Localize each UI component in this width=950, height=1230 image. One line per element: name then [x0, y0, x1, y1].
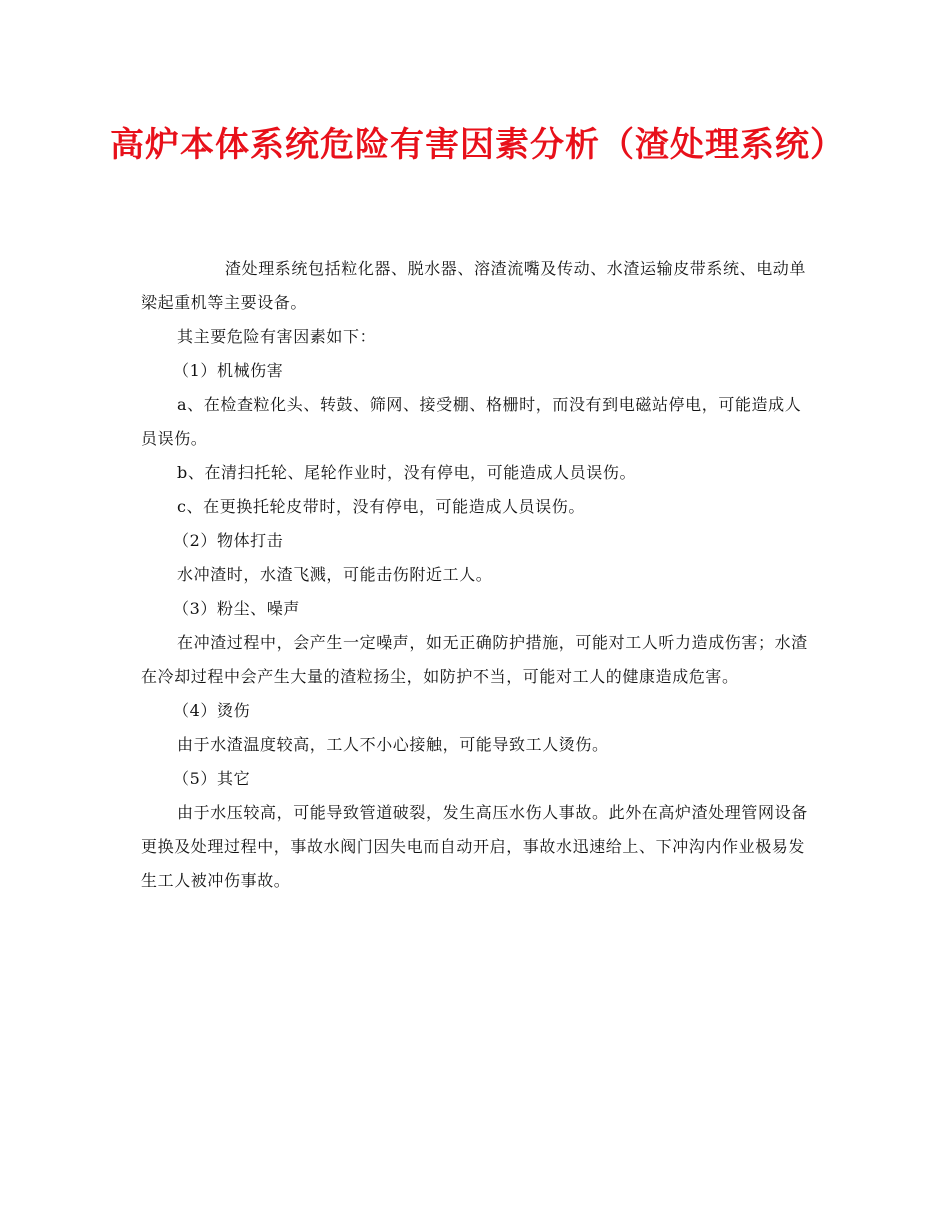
heading-object-strike: （2）物体打击: [173, 531, 284, 550]
paragraph-hazards-lead: 其主要危险有害因素如下：: [177, 327, 377, 346]
paragraph-item-a: a、在检查粒化头、转鼓、筛网、接受棚、格栅时，而没有到电磁站停电，可能造成人员误伤。: [141, 395, 802, 448]
paragraph-intro: 渣处理系统包括粒化器、脱水器、溶渣流嘴及传动、水渣运输皮带系统、电动单梁起重机等主要设备。: [141, 259, 807, 312]
paragraph-item-b: b、在清扫托轮、尾轮作业时，没有停电，可能造成人员误伤。: [177, 463, 637, 482]
paragraph-other: 由于水压较高，可能导致管道破裂，发生高压水伤人事故。此外在高炉渣处理管网设备更换及处理过程中，事故水阀门因失电而自动开启，事故水迅速给上、下冲沟内作业极易发生工人被冲伤事故。: [141, 803, 808, 890]
paragraph-item-c: c、在更换托轮皮带时，没有停电，可能造成人员误伤。: [177, 497, 585, 516]
heading-dust-noise: （3）粉尘、噪声: [173, 599, 300, 618]
heading-mechanical-injury: （1）机械伤害: [173, 361, 284, 380]
document-body: [141, 252, 813, 898]
paragraph-burns: 由于水渣温度较高，工人不小心接触，可能导致工人烫伤。: [177, 735, 609, 754]
paragraph-object-strike: 水冲渣时，水渣飞溅，可能击伤附近工人。: [177, 565, 493, 584]
heading-burns: （4）烫伤: [173, 701, 251, 720]
heading-other: （5）其它: [173, 769, 251, 788]
document-title: 高炉本体系统危险有害因素分析（渣处理系统）: [110, 125, 845, 165]
paragraph-dust-noise: 在冲渣过程中，会产生一定噪声，如无正确防护措施，可能对工人听力造成伤害；水渣在冷却过程中会产生大量的渣粒扬尘，如防护不当，可能对工人的健康造成危害。: [141, 633, 808, 686]
